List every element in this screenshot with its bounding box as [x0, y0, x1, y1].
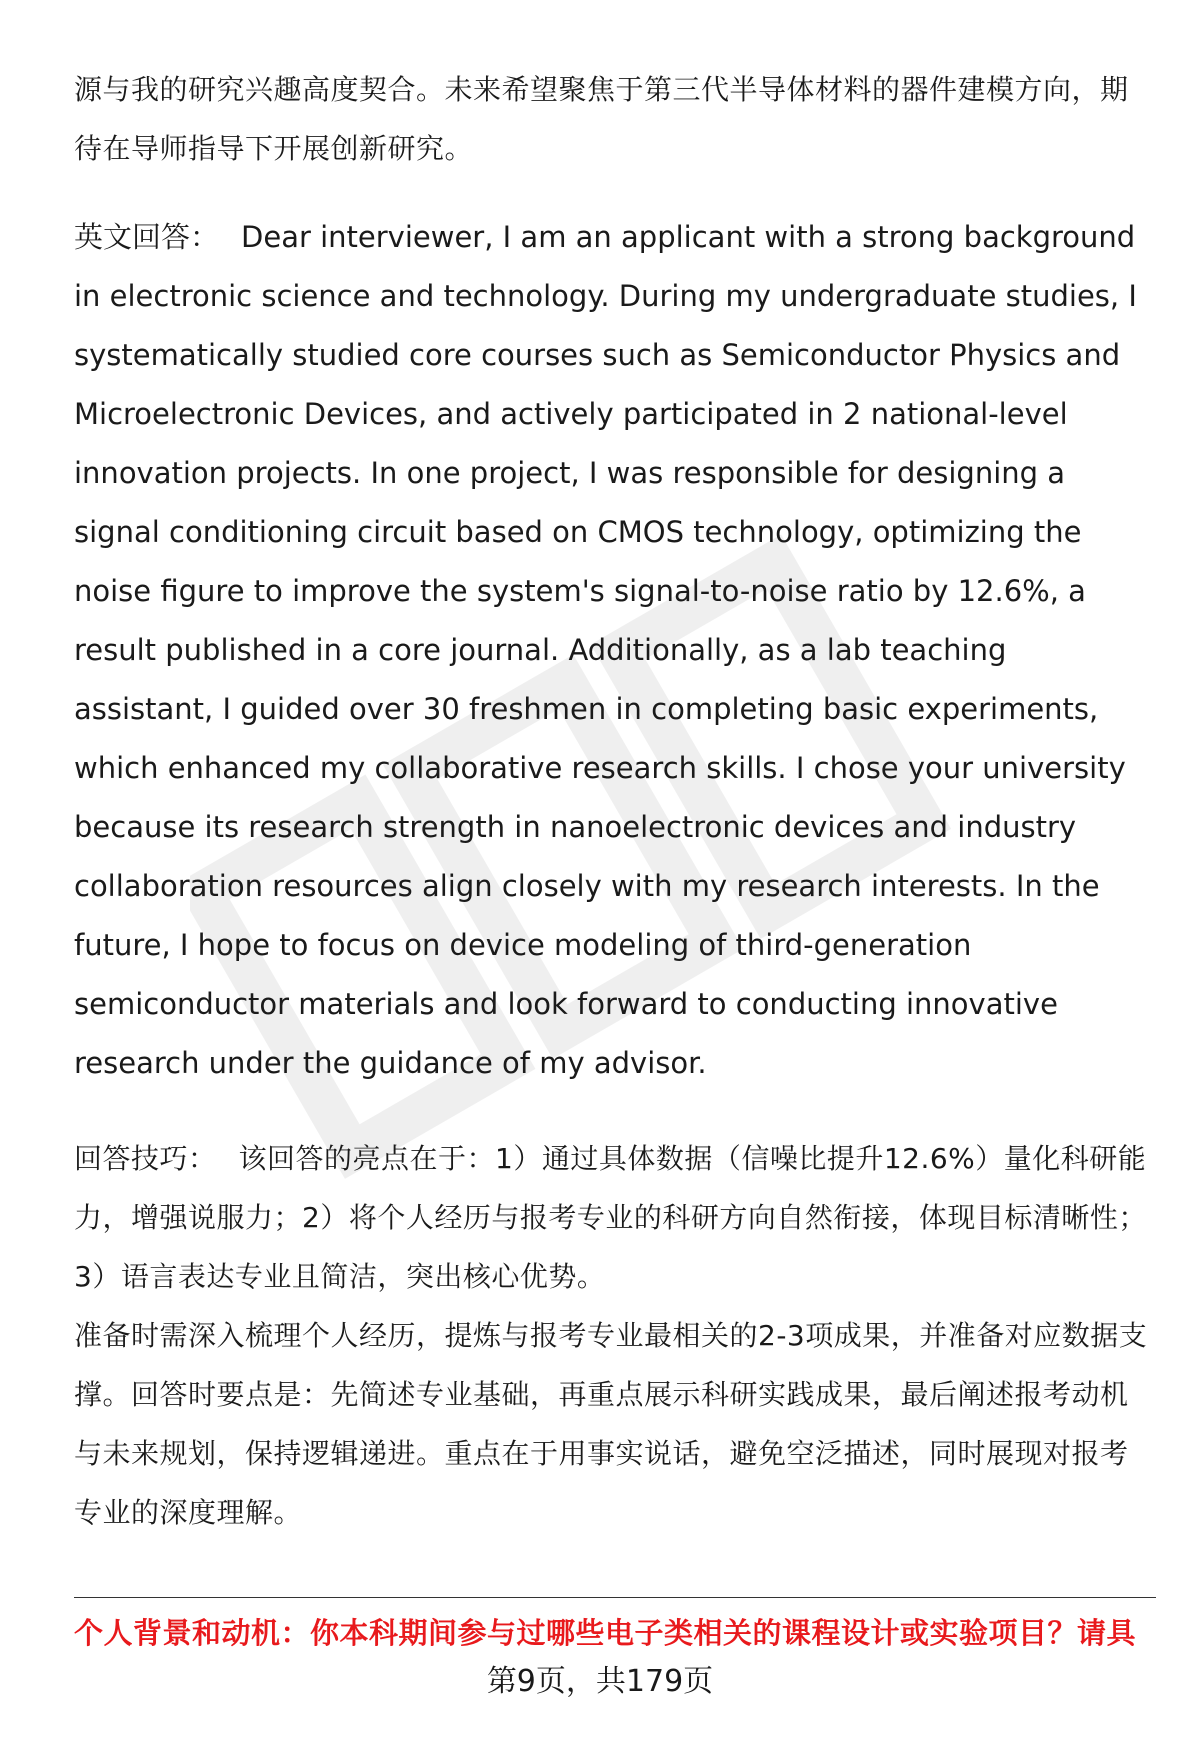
english-answer-text: Dear interviewer, I am an applicant with a strong background in electronic science and technology. During my undergraduate studies, I systematically studied core courses such as Semiconductor Physics and Microelectronic Devices, and actively participated in 2 national-level innovation projects. In one project, I was responsible for designing a signal conditioning circuit based on CMOS technology, optimizing the noise figure to improve the system's signal-to-noise ratio by 12.6%, a result published in a core journal. Additionally, as a lab teaching assistant, I guided over 30 freshmen in completing basic experiments, which enhanced my collaborative research skills. I chose your university because its research strength in nanoelectronic devices and industry collaboration resources align closely with my research interests. In the future, I hope to focus on device modeling of third-generation semiconductor materials and look forward to conducting innovative research under the guidance of my advisor. [74, 220, 1137, 1080]
main-content [74, 60, 1154, 1542]
answer-tips-text: 该回答的亮点在于：1）通过具体数据（信噪比提升12.6%）量化科研能力，增强说服力；2）将个人经历与报考专业的科研方向自然衔接，体现目标清晰性；3）语言表达专业且简洁，突出核心优势。 [74, 1142, 1147, 1293]
page-number: 第9页，共179页 [486, 1664, 714, 1699]
next-question-heading: 个人背景和动机：你本科期间参与过哪些电子类相关的课程设计或实验项目？请具 [74, 1616, 1137, 1650]
section-divider [74, 1597, 1156, 1598]
english-answer [74, 208, 1154, 1093]
answer-tips-label: 回答技巧： [74, 1142, 217, 1175]
preparation-advice: 准备时需深入梳理个人经历，提炼与报考专业最相关的2-3项成果，并准备对应数据支撑。回答时要点是：先简述专业基础，再重点展示科研实践成果，最后阐述报考动机与未来规划，保持逻辑递进。重点在于用事实说话，避免空泛描述，同时展现对报考专业的深度理解。 [74, 1319, 1148, 1529]
answer-continuation: 源与我的研究兴趣高度契合。未来希望聚焦于第三代半导体材料的器件建模方向，期待在导师指导下开展创新研究。 [74, 73, 1129, 165]
answer-tips [74, 1129, 1154, 1306]
english-answer-label: 英文回答： [74, 220, 220, 254]
